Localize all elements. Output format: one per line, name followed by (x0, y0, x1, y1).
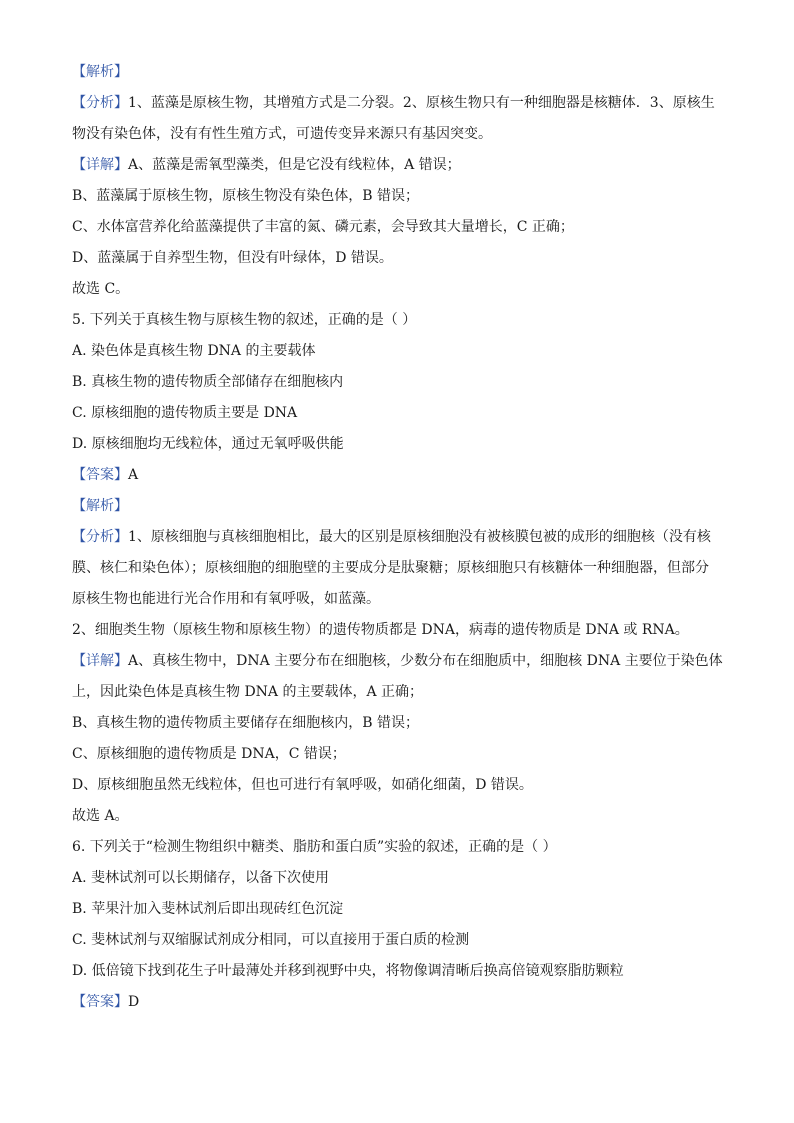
question-6-answer (72, 992, 728, 1012)
analysis-heading (72, 62, 728, 82)
answer-tag: 【答案】 (72, 994, 128, 1010)
question-5-stem: 5. 下列关于真核生物与原核生物的叙述，正确的是（ ） (72, 312, 417, 328)
answer-value: A (128, 467, 139, 483)
question-5-option-b: B. 真核生物的遗传物质全部储存在细胞核内 (72, 374, 344, 390)
question-5-analysis-line (72, 527, 728, 547)
jiexi-tag: 【解析】 (72, 64, 128, 80)
question-5-analysis-heading (72, 496, 728, 516)
question-6-option-b: B. 苹果汁加入斐林试剂后即出现砖红色沉淀 (72, 901, 344, 917)
jiexi-tag: 【解析】 (72, 498, 128, 514)
question-5-detail-line (72, 651, 728, 671)
fenxi-tag: 【分析】 (72, 529, 128, 545)
analysis-paragraph-line (72, 93, 728, 113)
detail-text: A、真核生物中，DNA 主要分布在细胞核，少数分布在细胞质中，细胞核 DNA 主要位于染色体 (128, 653, 723, 669)
xiangjie-tag: 【详解】 (72, 653, 128, 669)
question-5-detail-c: C、原核细胞的遗传物质是 DNA，C 错误； (72, 746, 346, 762)
detail-option-b: B、蓝藻属于原核生物，原核生物没有染色体，B 错误； (72, 188, 420, 204)
question-6-stem: 6. 下列关于“检测生物组织中糖类、脂肪和蛋白质”实验的叙述，正确的是（ ） (72, 839, 557, 855)
analysis-text-line: 物没有染色体，没有有性生殖方式，可遗传变异来源只有基因突变。 (72, 126, 492, 142)
question-5-detail-line-2: 上，因此染色体是真核生物 DNA 的主要载体，A 正确； (72, 684, 424, 700)
question-6-option-c: C. 斐林试剂与双缩脲试剂成分相同，可以直接用于蛋白质的检测 (72, 932, 470, 948)
question-5-analysis-line-2: 膜、核仁和染色体）；原核细胞的细胞壁的主要成分是肽聚糖；原核细胞只有核糖体一种细胞器，但部分 (72, 560, 709, 576)
document-page (72, 62, 728, 1012)
xiangjie-tag: 【详解】 (72, 157, 128, 173)
question-5-conclusion: 故选 A。 (72, 808, 129, 824)
question-5-detail-d: D、原核细胞虽然无线粒体，但也可进行有氧呼吸，如硝化细菌，D 错误。 (72, 777, 533, 793)
question-5-option-d: D. 原核细胞均无线粒体，通过无氧呼吸供能 (72, 436, 344, 452)
detail-paragraph-line (72, 155, 728, 175)
question-6-option-d: D. 低倍镜下找到花生子叶最薄处并移到视野中央，将物像调清晰后换高倍镜观察脂肪颗粒 (72, 963, 624, 979)
question-6-option-a: A. 斐林试剂可以长期储存，以备下次使用 (72, 870, 330, 886)
question-5-analysis-line-3: 原核生物也能进行光合作用和有氧呼吸，如蓝藻。 (72, 591, 380, 607)
question-5-option-a: A. 染色体是真核生物 DNA 的主要载体 (72, 343, 316, 359)
answer-value: D (128, 994, 140, 1010)
answer-tag: 【答案】 (72, 467, 128, 483)
question-5-option-c: C. 原核细胞的遗传物质主要是 DNA (72, 405, 298, 421)
question-5-detail-b: B、真核生物的遗传物质主要储存在细胞核内，B 错误； (72, 715, 420, 731)
analysis-text: 1、蓝藻是原核生物，其增殖方式是二分裂。2、原核生物只有一种细胞器是核糖体．3、原核生 (128, 95, 715, 111)
question-5-analysis-line-4: 2、细胞类生物（原核生物和原核生物）的遗传物质都是 DNA，病毒的遗传物质是 DNA 或 RNA。 (72, 622, 689, 638)
question-5-answer (72, 465, 728, 485)
detail-option-d: D、蓝藻属于自养型生物，但没有叶绿体，D 错误。 (72, 250, 393, 266)
analysis-text: 1、原核细胞与真核细胞相比，最大的区别是原核细胞没有被核膜包被的成形的细胞核（没有核 (128, 529, 711, 545)
detail-text: A、蓝藻是需氧型藻类，但是它没有线粒体，A 错误； (128, 157, 461, 173)
detail-option-c: C、水体富营养化给蓝藻提供了丰富的氮、磷元素，会导致其大量增长，C 正确； (72, 219, 574, 235)
conclusion: 故选 C。 (72, 281, 130, 297)
fenxi-tag: 【分析】 (72, 95, 128, 111)
